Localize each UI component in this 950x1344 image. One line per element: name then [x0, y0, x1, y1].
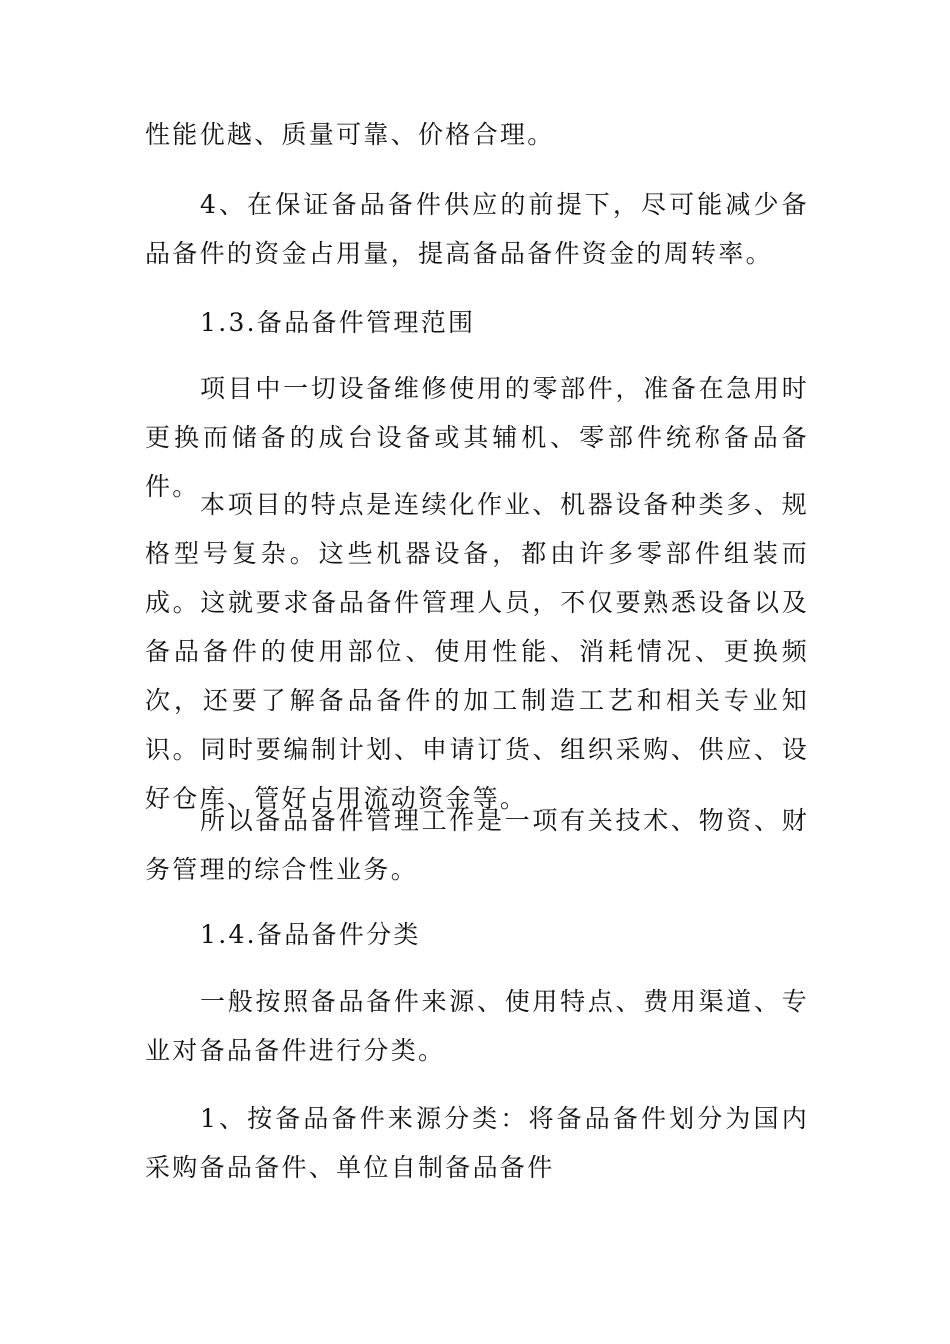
paragraph-item-4: 4、在保证备品备件供应的前提下，尽可能减少备品备件的资金占用量，提高备品备件资金的周转率。 [145, 190, 809, 268]
paragraph-summary: 所以备品备件管理工作是一项有关技术、物资、财务管理的综合性业务。 [145, 806, 809, 884]
paragraph-classification-1: 1、按备品备件来源分类：将备品备件划分为国内采购备品备件、单位自制备品备件 [145, 1104, 809, 1182]
paragraph-features: 本项目的特点是连续化作业、机器设备种类多、规格型号复杂。这些机器设备，都由许多零部件组装而成。这就要求备品备件管理人员，不仅要熟悉设备以及备品备件的使用部位、使用性能、消耗情况、更换频次，还要了解备品备件的加工制造工艺和相关专业知识。同时要编制计划、申请订货、组织采购、供应、设好仓库、管好占用流动资金等。 [145, 490, 809, 813]
paragraph-continuation: 性能优越、质量可靠、价格合理。 [145, 120, 555, 149]
section-heading-1-3: 1.3.备品备件管理范围 [200, 308, 476, 337]
paragraph-scope: 项目中一切设备维修使用的零部件，准备在急用时更换而储备的成台设备或其辅机、零部件统称备品备件。 [145, 374, 809, 501]
section-heading-1-4: 1.4.备品备件分类 [200, 920, 421, 949]
paragraph-classification-intro: 一般按照备品备件来源、使用特点、费用渠道、专业对备品备件进行分类。 [145, 987, 809, 1065]
